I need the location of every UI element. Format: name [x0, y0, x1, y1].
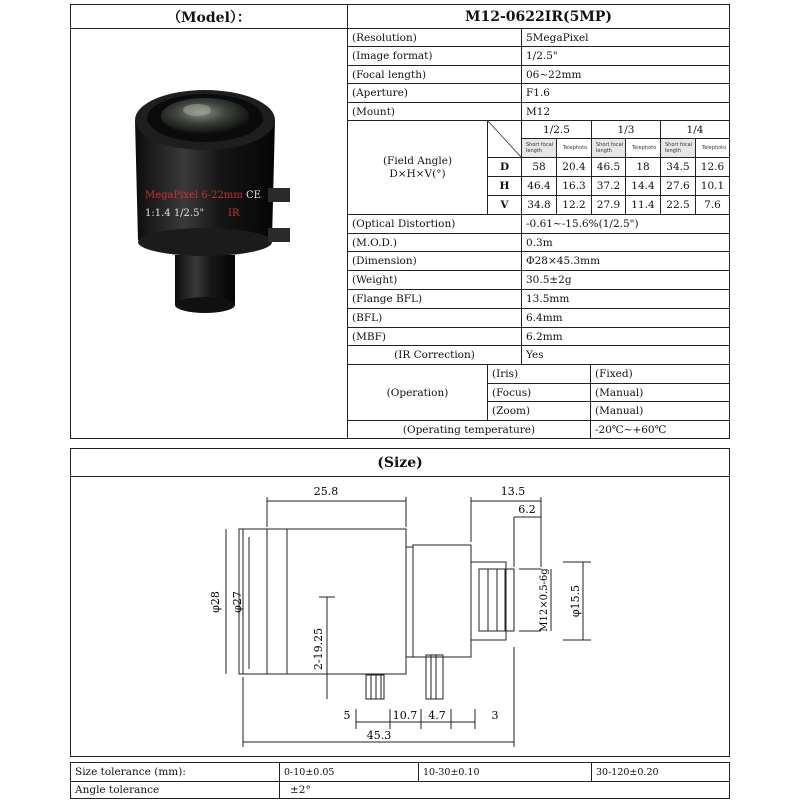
- operation-label: (Operation): [386, 386, 449, 399]
- dimension-value: Φ28×45.3mm: [526, 255, 601, 267]
- size-title: (Size): [377, 454, 423, 471]
- lens-photo: [100, 70, 320, 330]
- field-angle-label: (Field Angle) D×H×V(°): [382, 155, 453, 180]
- fa-cell: 22.5: [666, 199, 690, 211]
- dim-top-right: 13.5: [500, 485, 526, 498]
- ir-mark: IR: [228, 208, 240, 219]
- aperture-value: F1.6: [526, 87, 550, 99]
- dim-bottom-b: 10.7: [392, 709, 418, 722]
- dim-thread: M12×0.5-6g: [539, 568, 550, 632]
- fa-cell: 46.5: [596, 161, 621, 173]
- fa-cell: 7.6: [704, 199, 721, 211]
- format-header-2: 1/3: [617, 123, 635, 136]
- distortion-label: (Optical Distortion): [352, 218, 456, 230]
- subhead-short-3: Short focal length: [661, 139, 695, 157]
- subhead-short-1: Short focal length: [522, 139, 556, 157]
- fa-cell: 27.6: [666, 180, 690, 192]
- fa-cell: 12.2: [562, 199, 586, 211]
- image-format-label: (Image format): [352, 50, 433, 62]
- flange-bfl-value: 13.5mm: [526, 293, 570, 305]
- dim-overall: 45.3: [366, 729, 392, 742]
- weight-value: 30.5±2g: [526, 274, 572, 286]
- zoom-key: (Zoom): [492, 405, 531, 417]
- fa-cell: 34.8: [527, 199, 551, 211]
- fa-cell: 58: [532, 161, 546, 173]
- image-format-value: 1/2.5": [526, 50, 558, 62]
- fa-cell: 16.3: [562, 180, 586, 192]
- dim-bottom-d: 3: [491, 709, 499, 722]
- fa-cell: 11.4: [631, 199, 655, 211]
- model-label: （Model）：: [167, 9, 251, 26]
- fa-cell: 14.4: [631, 180, 655, 192]
- fa-cell: 10.1: [700, 180, 725, 192]
- fa-cell: 34.5: [666, 161, 690, 173]
- mount-value: M12: [526, 105, 551, 118]
- tolerance-range-1: 0-10±0.05: [284, 766, 335, 778]
- subhead-tele-1: Telephoto: [563, 145, 588, 151]
- fa-cell: 46.4: [527, 180, 551, 192]
- distortion-value: -0.61~-15.6%(1/2.5"): [526, 218, 639, 230]
- angle-tolerance-value: ±2°: [290, 784, 311, 796]
- iris-value: (Fixed): [595, 368, 633, 380]
- bfl-label: (BFL): [352, 312, 383, 324]
- resolution-label: (Resolution): [352, 31, 417, 44]
- iris-key: (Iris): [492, 368, 519, 380]
- tolerance-range-3: 30-120±0.20: [596, 766, 659, 778]
- zoom-value: (Manual): [595, 405, 644, 417]
- size-tolerance-label: Size tolerance (mm):: [75, 766, 186, 778]
- lens-print-line2: 1:1.4 1/2.5": [145, 208, 205, 219]
- format-header-3: 1/4: [686, 123, 704, 136]
- axis-h: H: [499, 180, 510, 192]
- resolution-value: 5MegaPixel: [526, 31, 589, 44]
- flange-bfl-label: (Flange BFL): [352, 293, 423, 305]
- format-header-1: 1/2.5: [543, 123, 570, 136]
- mbf-value: 6.2mm: [526, 330, 563, 343]
- dimension-drawing: [71, 477, 729, 755]
- lens-print-line1: MegaPixel 6-22mm: [145, 190, 243, 201]
- dim-dia-outer: φ28: [209, 591, 222, 613]
- subhead-short-2: Short focal length: [592, 139, 625, 157]
- subhead-tele-2: Telephoto: [632, 145, 657, 151]
- axis-v: V: [500, 199, 509, 211]
- fa-cell: 18: [636, 161, 650, 173]
- axis-d: D: [499, 161, 510, 173]
- mod-label: (M.O.D.): [352, 236, 397, 249]
- ir-correction-value: Yes: [526, 349, 544, 361]
- fa-cell: 27.9: [596, 199, 621, 211]
- corner-diagonal: [487, 120, 521, 157]
- ce-mark: CE: [246, 190, 261, 201]
- tolerance-range-2: 10-30±0.10: [423, 766, 480, 778]
- dimension-label: (Dimension): [352, 255, 417, 267]
- dim-bottom-c: 4.7: [428, 709, 446, 722]
- focus-key: (Focus): [492, 386, 532, 399]
- dim-bottom-a: 5: [343, 709, 351, 722]
- mod-value: 0.3m: [526, 236, 553, 249]
- focal-length-label: (Focal length): [352, 68, 427, 81]
- subhead-tele-3: Telephoto: [702, 145, 727, 151]
- weight-label: (Weight): [352, 274, 398, 286]
- ir-correction-label: (IR Correction): [394, 349, 475, 361]
- temperature-label: (Operating temperature): [402, 423, 536, 436]
- focus-value: (Manual): [595, 386, 644, 399]
- mount-label: (Mount): [352, 105, 396, 118]
- fa-cell: 20.4: [562, 161, 586, 173]
- dim-dia-inner: φ27: [231, 591, 244, 613]
- dim-dia-thread: φ15.5: [569, 584, 582, 618]
- fa-cell: 37.2: [596, 180, 621, 192]
- aperture-label: (Aperture): [352, 87, 408, 99]
- dim-inner-right: 6.2: [518, 503, 536, 516]
- angle-tolerance-label: Angle tolerance: [75, 784, 160, 796]
- dim-knob-pos: 2-19.25: [312, 627, 325, 671]
- model-value: M12-0622IR(5MP): [465, 8, 612, 25]
- bfl-value: 6.4mm: [526, 312, 563, 324]
- temperature-value: -20℃~+60℃: [595, 423, 667, 436]
- fa-cell: 12.6: [700, 161, 725, 173]
- mbf-label: (MBF): [352, 330, 386, 343]
- dim-top-left: 25.8: [313, 485, 339, 498]
- focal-length-value: 06~22mm: [526, 68, 582, 81]
